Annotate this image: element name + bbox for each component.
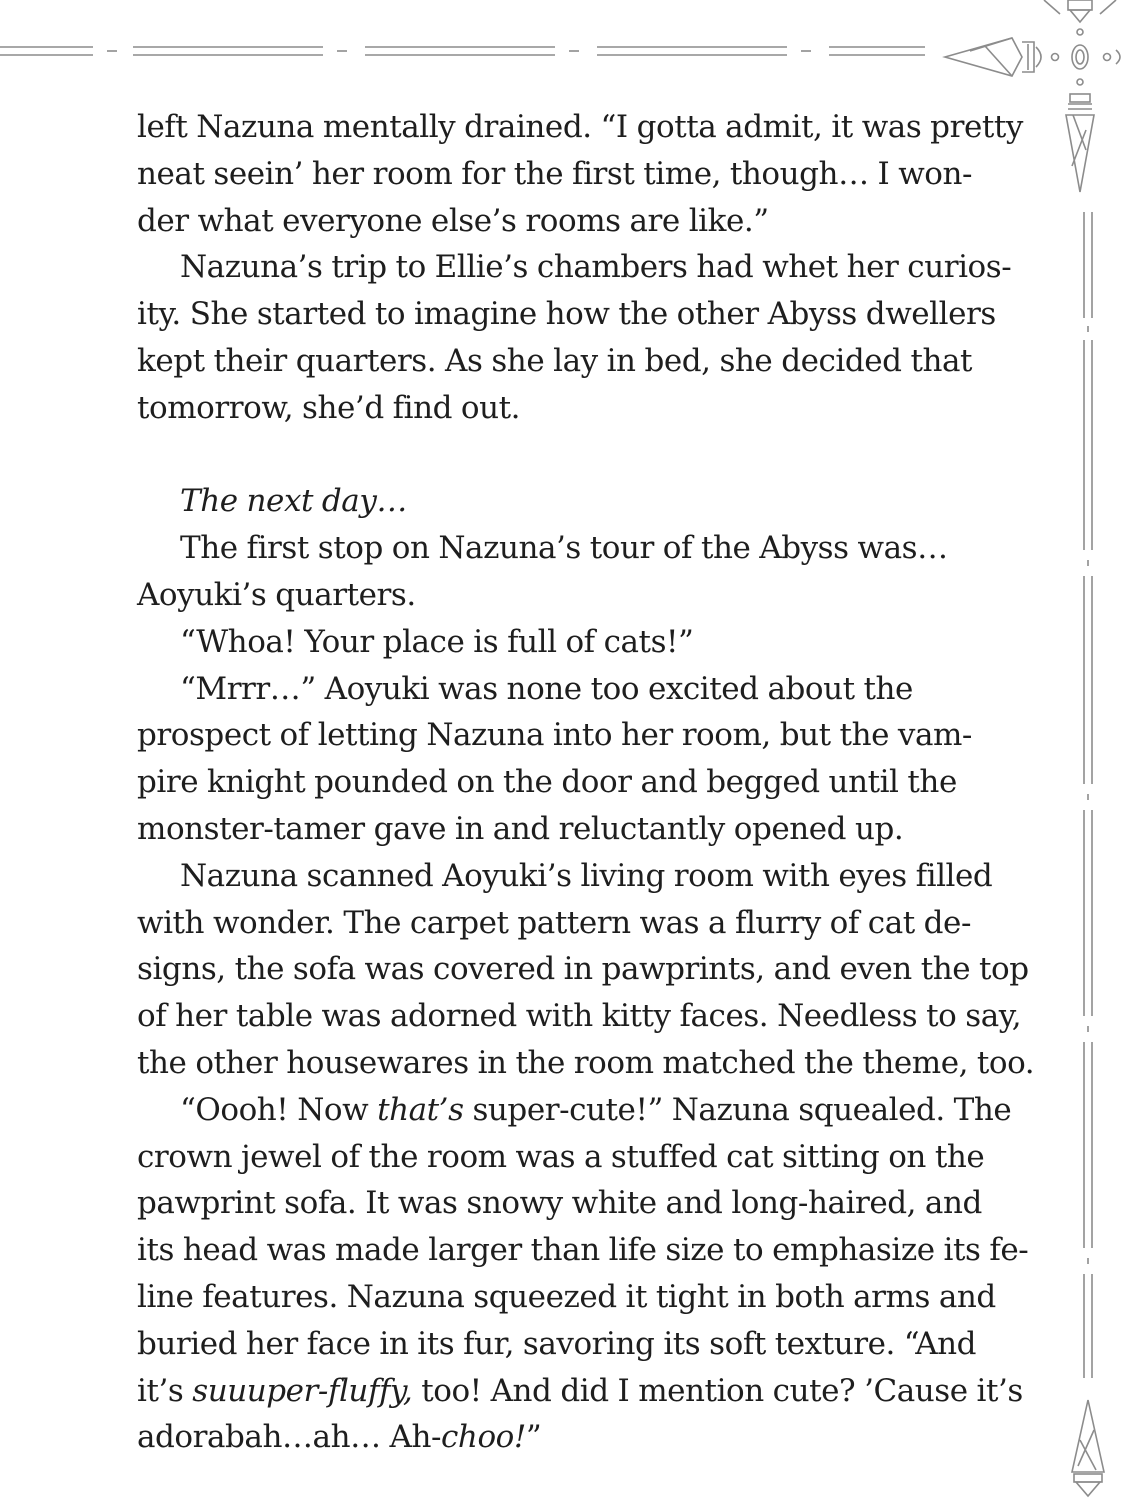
text-line: der what everyone else’s rooms are like.” [137, 202, 769, 239]
text-line: Nazuna’s trip to Ellie’s chambers had whet her curios- [180, 249, 1012, 286]
text-line: crown jewel of the room was a stuffed cat sitting on the [137, 1138, 985, 1175]
text-line: kept their quarters. As she lay in bed, she decided that [137, 342, 973, 379]
text-line: signs, the sofa was covered in pawprints, and even the top [137, 951, 1029, 988]
scene-break [137, 432, 1007, 479]
body-text [137, 104, 1035, 1461]
text-span: “Oooh! Now [180, 1091, 378, 1128]
text-line: The first stop on Nazuna’s tour of the Abyss was… [180, 530, 948, 567]
text-span: adorabah…ah… Ah- [137, 1419, 442, 1456]
text-line: pire knight pounded on the door and begged until the [137, 764, 957, 801]
text-line: neat seein’ her room for the first time, though… I won- [137, 155, 973, 192]
text-line: monster-tamer gave in and reluctantly opened up. [137, 810, 904, 847]
emphasis-text: suuuper-fluffy, [192, 1372, 413, 1409]
text-line: ity. She started to imagine how the other Abyss dwellers [137, 296, 996, 333]
text-span: too! And did I mention cute? ’Cause it’s [412, 1372, 1023, 1409]
text-span: it’s [137, 1372, 193, 1409]
text-line: “Mrrr…” Aoyuki was none too excited about the [180, 670, 913, 707]
text-line: with wonder. The carpet pattern was a flurry of cat de- [137, 904, 971, 941]
text-line: Nazuna scanned Aoyuki’s living room with eyes filled [180, 857, 993, 894]
text-line: The next day… [180, 483, 407, 520]
text-line: pawprint sofa. It was snowy white and long-haired, and [137, 1185, 982, 1222]
text-line: of her table was adorned with kitty faces. Needless to say, [137, 998, 1022, 1035]
text-span: super-cute!” Nazuna squealed. The [463, 1091, 1012, 1128]
emphasis-text: choo! [441, 1419, 526, 1456]
text-line: left Nazuna mentally drained. “I gotta admit, it was pretty [137, 109, 1023, 145]
text-line: the other housewares in the room matched the theme, too. [137, 1044, 1035, 1081]
text-line [137, 1087, 1012, 1134]
text-line: “Whoa! Your place is full of cats!” [180, 623, 694, 660]
text-line [137, 1414, 1007, 1461]
text-line: Aoyuki’s quarters. [137, 576, 416, 613]
text-line: line features. Nazuna squeezed it tight in both arms and [137, 1278, 996, 1315]
text-line: tomorrow, she’d find out. [137, 389, 521, 426]
text-line: prospect of letting Nazuna into her room, but the vam- [137, 717, 972, 754]
text-span: ” [525, 1419, 542, 1456]
emphasis-text: that’s [377, 1091, 464, 1128]
text-line [137, 1368, 1023, 1415]
text-line: its head was made larger than life size to emphasize its fe- [137, 1232, 1029, 1269]
text-line: buried her face in its fur, savoring its soft texture. “And [137, 1325, 977, 1362]
